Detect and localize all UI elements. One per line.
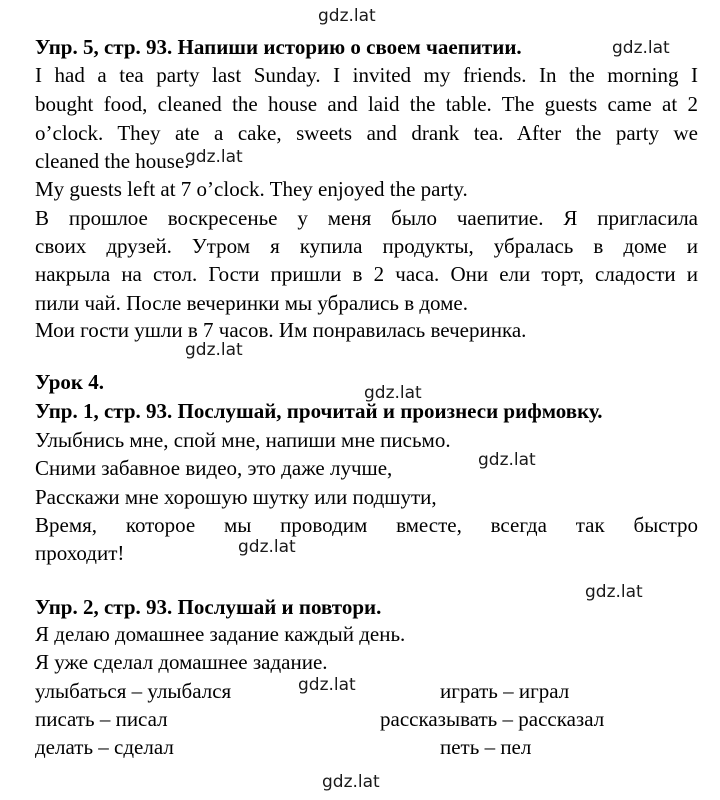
- exercise-1-heading: Упр. 1, стр. 93. Послушай, прочитай и произнеси рифмовку.: [35, 399, 603, 423]
- watermark: gdz.lat: [364, 383, 422, 403]
- story-ru-line-2: своих друзей. Утром я купила продукты, убралась в доме и: [35, 234, 698, 258]
- lesson-title: Урок 4.: [35, 370, 104, 394]
- verb-pair-3-right: петь – пел: [440, 735, 532, 759]
- verb-pair-3-left: делать – сделал: [35, 735, 174, 759]
- story-ru-paragraph-2: Мои гости ушли в 7 часов. Им понравилась вечеринка.: [35, 318, 527, 342]
- story-en-line-1: I had a tea party last Sunday. I invited my friends. In the morning I: [35, 63, 698, 87]
- watermark: gdz.lat: [318, 6, 376, 26]
- story-en-paragraph-2: My guests left at 7 o’clock. They enjoyed the party.: [35, 177, 468, 201]
- sentence-2: Я уже сделал домашнее задание.: [35, 650, 328, 674]
- rhyme-line-5: проходит!: [35, 541, 125, 565]
- story-ru-line-1: В прошлое воскресенье у меня было чаепитие. Я пригласила: [35, 206, 698, 230]
- watermark: gdz.lat: [185, 340, 243, 360]
- watermark: gdz.lat: [238, 537, 296, 557]
- story-en-line-2: bought food, cleaned the house and laid the table. The guests came at 2: [35, 92, 698, 116]
- sentence-1: Я делаю домашнее задание каждый день.: [35, 622, 406, 646]
- watermark: gdz.lat: [478, 450, 536, 470]
- rhyme-line-1: Улыбнись мне, спой мне, напиши мне письмо.: [35, 428, 451, 452]
- verb-pair-1-right: играть – играл: [440, 679, 570, 703]
- story-ru-line-4: пили чай. После вечеринки мы убрались в доме.: [35, 291, 469, 315]
- verb-pair-2-left: писать – писал: [35, 707, 168, 731]
- exercise-2-heading: Упр. 2, стр. 93. Послушай и повтори.: [35, 595, 382, 619]
- story-en-line-4: cleaned the house.: [35, 149, 190, 173]
- story-en-line-3: o’clock. They ate a cake, sweets and drank tea. After the party we: [35, 121, 698, 145]
- watermark: gdz.lat: [322, 772, 380, 792]
- verb-pair-2-right: рассказывать – рассказал: [380, 707, 605, 731]
- story-ru-line-3: накрыла на стол. Гости пришли в 2 часа. Они ели торт, сладости и: [35, 262, 698, 286]
- watermark: gdz.lat: [585, 582, 643, 602]
- watermark: gdz.lat: [298, 675, 356, 695]
- verb-pair-1-left: улыбаться – улыбался: [35, 679, 232, 703]
- watermark: gdz.lat: [185, 147, 243, 167]
- rhyme-line-2: Сними забавное видео, это даже лучше,: [35, 456, 393, 480]
- exercise-5-heading: Упр. 5, стр. 93. Напиши историю о своем чаепитии.: [35, 35, 522, 59]
- rhyme-line-3: Расскажи мне хорошую шутку или подшути,: [35, 485, 437, 509]
- watermark: gdz.lat: [612, 38, 670, 58]
- rhyme-line-4: Время, которое мы проводим вместе, всегда так быстро: [35, 513, 698, 537]
